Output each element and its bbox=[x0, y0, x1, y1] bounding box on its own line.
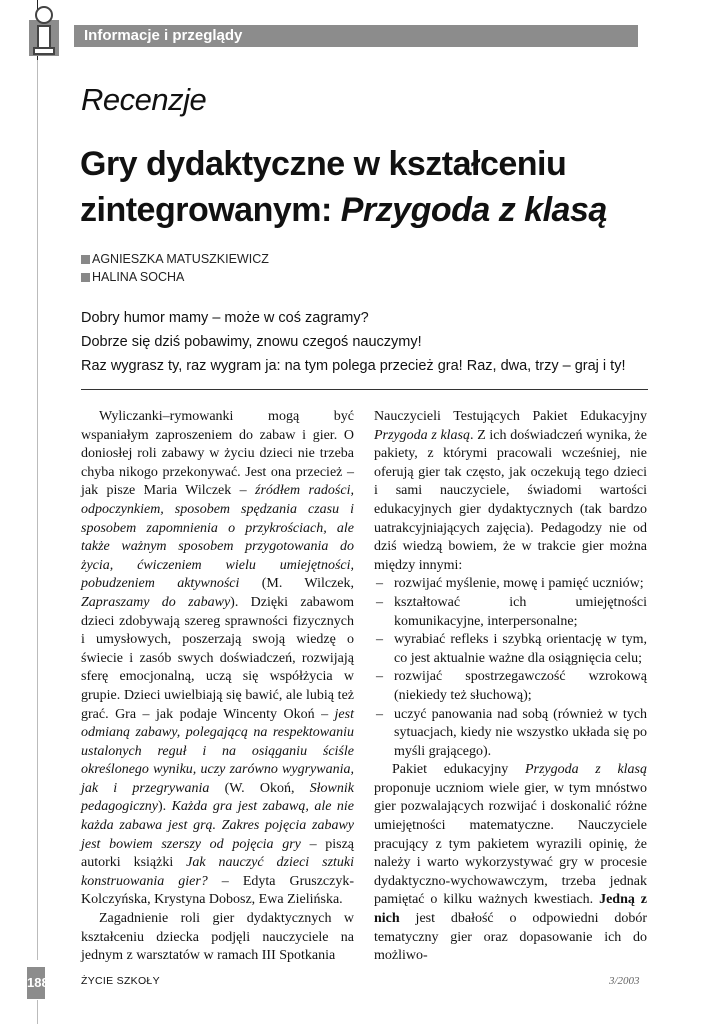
lead-line: Raz wygrasz ty, raz wygram ja: na tym polega przecież gra! Raz, dwa, trzy – graj i ty! bbox=[81, 358, 626, 374]
list-item: – wyrabiać refleks i szybką orientację w tym, co jest aktualnie ważne dla osiągnięcia celu; bbox=[374, 631, 647, 668]
emphasis-run: Jedną z nich bbox=[374, 892, 648, 927]
book-title: Przygoda z klasą bbox=[524, 762, 647, 778]
book-title: Zapraszamy do zabawy bbox=[81, 594, 231, 610]
text-run: ). Dzięki zabawom dzieci zdobywają szereg sprawności fizycznych i umysłowych, poszerzają swoją wiedzę o świecie i zasób swych doświadczeń, rozwijają sferę emocjonalną, uczą się współżycia w grupie. Dzieci uwielbiają się bawić, ale lubią też grać. Gra – jak podaje Wincenty Okoń – bbox=[81, 594, 354, 722]
text-run: (W. Okoń, bbox=[209, 780, 310, 796]
title-line-2-italic: Przygoda z klasą bbox=[340, 191, 607, 229]
issue-number: 3/2003 bbox=[609, 975, 640, 987]
quote-run: źródłem radości, odpoczynkiem, sposobem spędzania czasu i sposobem zapomnienia o przykrościach, ale także ważnym sposobem przygotowania do życia, ćwiczeniem wielu umiejętności, pobudzeniem aktywności bbox=[81, 483, 354, 592]
text-run: – piszą autorki książki bbox=[81, 836, 354, 871]
lead-line: Dobrze się dziś pobawimy, znowu czegoś nauczymy! bbox=[81, 334, 422, 350]
section-label: Informacje i przeglądy bbox=[84, 27, 243, 44]
lead-verse bbox=[81, 306, 625, 378]
quote-run: Każda gra jest zabawą, ale nie każda zabawa jest grą. Zakres pojęcia zabawy jest bowiem szerszy od pojęcia gry bbox=[81, 799, 354, 852]
text-run: (M. Wilczek, bbox=[239, 576, 354, 592]
list-item: – rozwijać spostrzegawczość wzrokową (niekiedy też słuchową); bbox=[374, 668, 647, 705]
quote-run: jest odmianą zabawy, polegającą na respektowaniu ustalonych reguł i na osiąganiu ściśle określonego wyniku, uczy zarówno wygrywania, jak i przegrywania bbox=[81, 706, 354, 796]
text-run: jest dbałość o odpowiedni dobór tematyczny gier oraz dopasowanie ich do możliwo- bbox=[374, 911, 647, 964]
author-name: HALINA SOCHA bbox=[92, 270, 185, 284]
author-name: AGNIESZKA MATUSZKIEWICZ bbox=[92, 252, 269, 266]
body-paragraph bbox=[81, 408, 354, 910]
book-title: Przygoda z klasą bbox=[374, 427, 471, 443]
text-run: – Edyta Gruszczyk-Kolczyńska, Krystyna Dobosz, Ewa Zielińska. bbox=[81, 873, 354, 908]
section-header-bar bbox=[74, 25, 638, 47]
margin-rule-bottom bbox=[37, 1000, 38, 1024]
book-title: Jak nauczyć dzieci sztuki konstruowania gier? bbox=[81, 855, 355, 889]
page-number: 188 bbox=[27, 967, 45, 999]
skills-list bbox=[374, 575, 647, 761]
text-run: ). bbox=[157, 799, 172, 815]
body-column-left bbox=[81, 408, 354, 966]
body-column-right bbox=[374, 408, 647, 966]
body-paragraph bbox=[374, 408, 647, 575]
text-run: Nauczycieli Testujących Pakiet Edukacyjny bbox=[374, 409, 647, 424]
lead-line: Dobry humor mamy – może w coś zagramy? bbox=[81, 310, 369, 326]
text-run: Pakiet edukacyjny bbox=[392, 762, 525, 778]
author-item bbox=[81, 250, 269, 268]
title-line-1: Gry dydaktyczne w kształceniu bbox=[80, 145, 567, 183]
body-paragraph bbox=[374, 761, 647, 966]
body-paragraph: Zagadnienie roli gier dydaktycznych w kształceniu dziecka podjęli nauczyciele na jednym z warsztatów w ramach III Spotkania bbox=[81, 911, 354, 964]
authors-list bbox=[81, 250, 269, 286]
list-item: – uczyć panowania nad sobą (również w tych sytuacjach, kiedy nie wszystko układa się po myśli grającego). bbox=[374, 706, 647, 762]
title-line-2 bbox=[80, 187, 680, 233]
author-bullet-icon bbox=[81, 273, 90, 282]
title-line-2-plain: zintegrowanym: bbox=[80, 191, 341, 229]
book-title: Słownik pedagogiczny bbox=[81, 780, 354, 815]
margin-rule-left bbox=[37, 60, 38, 960]
text-run: Wyliczanki–rymowanki mogą być wspaniałym zaproszeniem do zabaw i gier. O doniosłej roli zabawy w życiu dzieci nie trzeba chyba nikogo przekonywać. Jest ona przecież – jak pisze Maria Wilczek – bbox=[81, 409, 354, 499]
author-bullet-icon bbox=[81, 255, 90, 264]
info-logo-icon bbox=[29, 6, 69, 58]
list-item: – rozwijać myślenie, mowę i pamięć uczniów; bbox=[374, 575, 647, 594]
article-title bbox=[80, 141, 680, 233]
text-run: proponuje uczniom wiele gier, w tym mnóstwo gier pozwalających rozwijać i doskonalić różne umiejętności matematyczne. Nauczyciele pracujący z tym pakietem wyrazili opinię, że należy i warto wykorzystywać gry w procesie dydaktyczno-wychowawczym, trzeba jednak pamiętać o kilku ważnych kwestiach. bbox=[374, 780, 647, 908]
journal-name: ŻYCIE SZKOŁY bbox=[81, 975, 160, 987]
text-run: . Z ich doświadczeń wynika, że pakiety, z którymi pracowali wcześniej, nie oferują gier tak często, jak oczekują tego dzieci i sami nauczyciele, świadomi wartości edukacyjnych gier dydaktycznych (tak bardzo uatrakcyjniających zajęcia). Pedagodzy nie od dziś wiedzą bowiem, że w trakcie gier można między innymi: bbox=[374, 427, 647, 573]
author-item bbox=[81, 268, 269, 286]
article-kicker: Recenzje bbox=[81, 82, 207, 117]
list-item: – kształtować ich umiejętności komunikacyjne, interpersonalne; bbox=[374, 594, 647, 631]
lead-divider bbox=[81, 389, 648, 390]
